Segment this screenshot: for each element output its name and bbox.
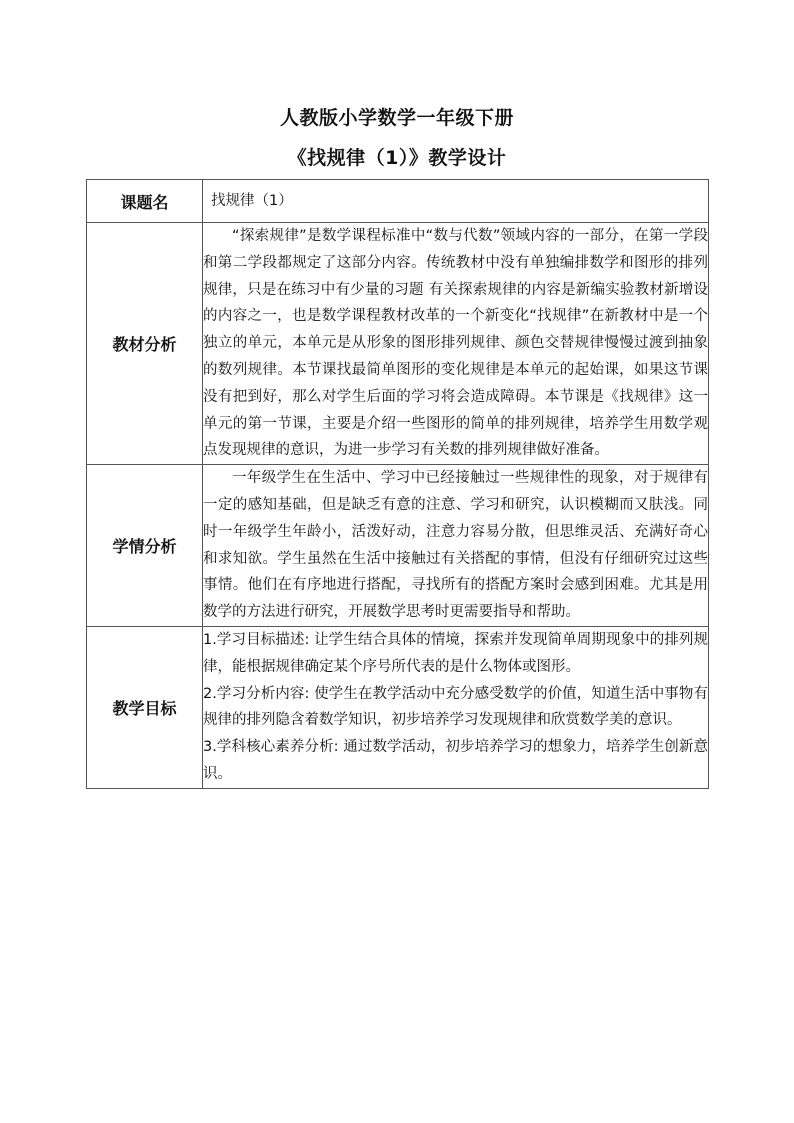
material-analysis-label: 教材分析: [87, 223, 203, 465]
learner-analysis-row: [87, 465, 709, 627]
objectives-row: [87, 626, 709, 788]
objectives-cell: [203, 626, 709, 788]
document-title: 人教版小学数学一年级下册: [279, 107, 514, 129]
objectives-label: 教学目标: [87, 626, 203, 788]
topic-row: [87, 180, 709, 223]
learner-analysis-cell: [203, 465, 709, 627]
topic-value: 找规律（1）: [203, 180, 709, 223]
material-analysis-cell: [203, 223, 709, 465]
document-subtitle: 《找规律（1）》教学设计: [287, 147, 507, 169]
material-analysis-row: [87, 223, 709, 465]
learner-analysis-label: 学情分析: [87, 465, 203, 627]
learner-analysis-text: 一年级学生在生活中、学习中已经接触过一些规律性的现象，对于规律有一定的感知基础，但是缺乏有意的注意、学习和研究，认识模糊而又肤浅。同时一年级学生年龄小，活泼好动，注意力容易分散，但思维灵活、充满好奇心和求知欲。学生虽然在生活中接触过有关搭配的事情，但没有仔细研究过这些事情。他们在有序地进行搭配，寻找所有的搭配方案时会感到困难。尤其是用数学的方法进行研究，开展数学思考时更需要指导和帮助。: [203, 470, 708, 621]
objective-item-1: 1.学习目标描述: 让学生结合具体的情境，探索并发现简单周期现象中的排列规律，能根据规律确定某个序号所代表的是什么物体或图形。: [203, 631, 708, 675]
objective-item-2: 2.学习分析内容: 使学生在教学活动中充分感受数学的价值，知道生活中事物有规律的排列隐含着数学知识，初步培养学习发现规律和欣赏数学美的意识。: [203, 685, 708, 729]
topic-label: 课题名: [87, 180, 203, 223]
objective-item-3: 3.学科核心素养分析: 通过数学活动，初步培养学习的想象力，培养学生创新意识。: [203, 739, 708, 782]
material-analysis-text: “探索规律”是数学课程标准中“数与代数”领域内容的一部分，在第一学段和第二学段都规定了这部分内容。传统教材中没有单独编排数学和图形的排列规律，只是在练习中有少量的习题 有关探索规律的内容是新编实验教材新增设的内容之一，也是数学课程教材改革的一个新变化“找规律”在新教材中是一个独立的单元，本单元是从形象的图形排列规律、颜色交替规律慢慢过渡到抽象的数列规律。本节课找最简单图形的变化规律是本单元的起始课，如果这节课没有把到好，那么对学生后面的学习将会造成障碍。本节课是《找规律》这一单元的第一节课，主要是介绍一些图形的简单的排列规律，培养学生用数学观点发现规律的意识，为进一步学习有关数的排列规律做好准备。: [203, 228, 708, 459]
lesson-plan-table: [86, 179, 709, 789]
